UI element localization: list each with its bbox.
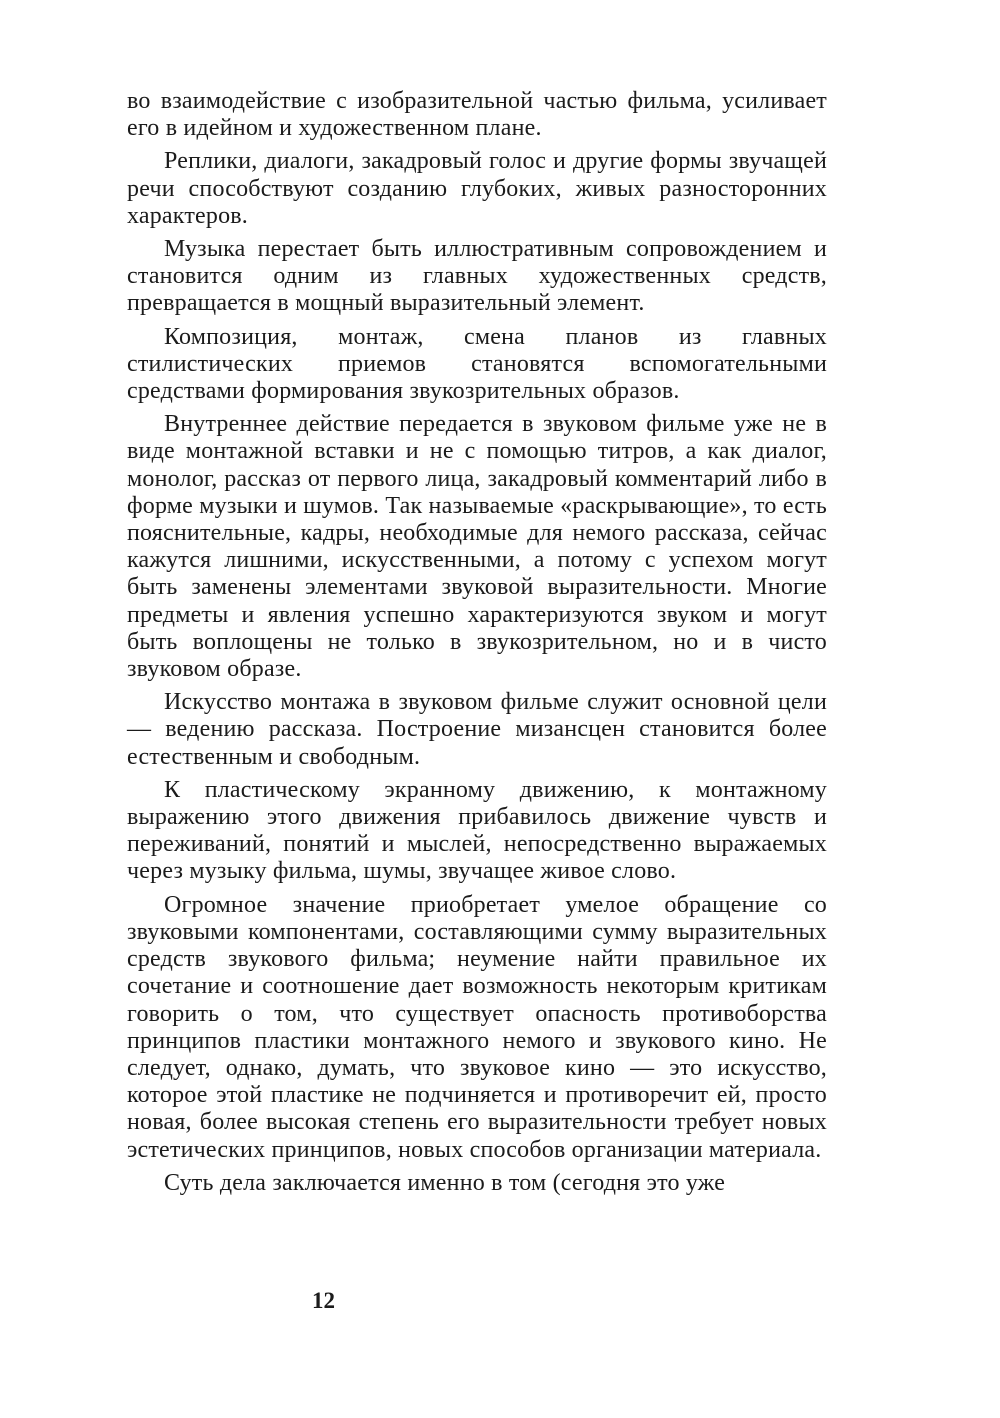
page-number: 12 xyxy=(312,1288,335,1313)
paragraph-9: Суть дела заключается именно в том (сегодня это уже xyxy=(164,1169,726,1196)
paragraph-1: во взаимодействие с изобразительной частью фильма, усиливает его в идейном и художественном плане. xyxy=(127,88,827,142)
paragraph-6: Искусство монтажа в звуковом фильме служит основной цели — ведению рассказа. Построение мизансцен становится более естественным и свободным. xyxy=(127,689,827,770)
paragraph-8: Огромное значение приобретает умелое обращение со звуковыми компонентами, составляющими сумму выразительных средств звукового фильма; неумение найти правильное их сочетание и соотношение дает возможность некоторым критикам говорить о том, что существует опасность противоборства принципов пластики монтажного немого и звукового кино. Не следует, однако, думать, что звуковое кино — это искусство, которое этой пластике не подчиняется и противоречит ей, просто новая, более высокая степень его выразительности требует новых эстетических принципов, новых способов организации материала. xyxy=(127,891,827,1163)
paragraph-4: Композиция, монтаж, смена планов из главных стилистических приемов становятся вспомогательными средствами формирования звукозрительных образов. xyxy=(127,323,827,405)
paragraph-5: Внутреннее действие передается в звуковом фильме уже не в виде монтажной вставки и не с помощью титров, а как диалог, монолог, рассказ от первого лица, закадровый комментарий либо в форме музыки и шумов. Так называемые «раскрывающие», то есть пояснительные, кадры, необходимые для немого рассказа, сейчас кажутся лишними, искусственными, а потому с успехом могут быть заменены элементами звуковой выразительности. Многие предметы и явления успешно характеризуются звуком и могут быть воплощены не только в звукозрительном, но и в чисто звуковом образе. xyxy=(127,411,827,683)
paragraph-3: Музыка перестает быть иллюстративным сопровождением и становится одним из главных художественных средств, превращается в мощный выразительный элемент. xyxy=(127,236,827,317)
body-text xyxy=(127,88,827,1203)
paragraph-2: Реплики, диалоги, закадровый голос и другие формы звучащей речи способствуют созданию глубоких, живых разносторонних характеров. xyxy=(127,148,827,229)
paragraph-7: К пластическому экранному движению, к монтажному выражению этого движения прибавилось движение чувств и переживаний, понятий и мыслей, непосредственно выражаемых через музыку фильма, шумы, звучащее живое слово. xyxy=(127,776,827,885)
